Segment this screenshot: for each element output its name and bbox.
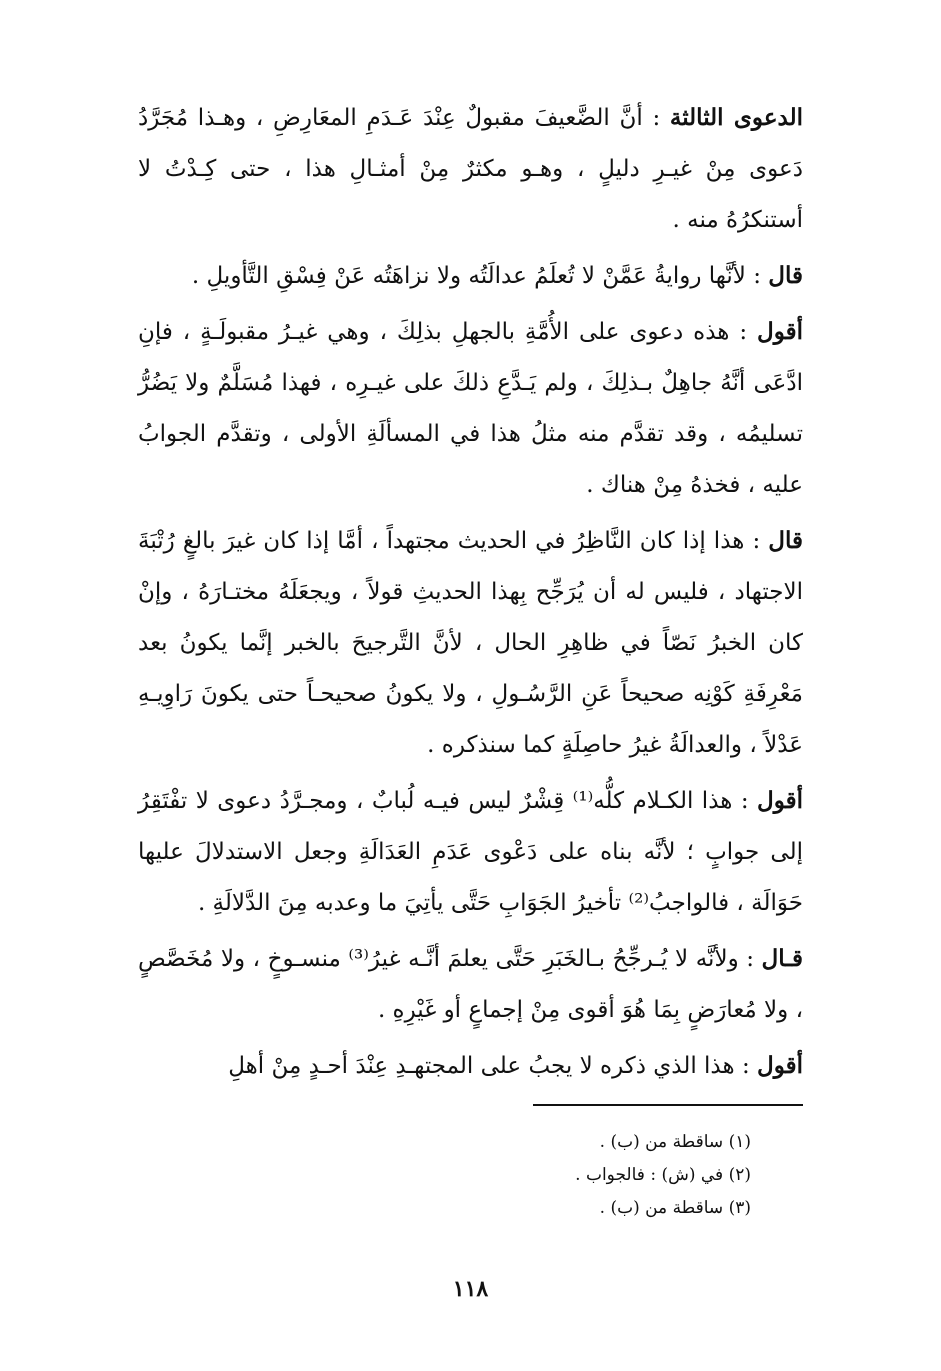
paragraph-lead: أقول [757, 1052, 803, 1079]
paragraph-lead: قال [768, 527, 803, 554]
paragraph-text: : أنَّ الضَّعيفَ مقبولٌ عِنْدَ عَـدَمِ المعَارِضِ ، وهـذا مُجَرَّدُ دَعوى مِنْ غيـرِ دليلٍ ، وهـو مكثرٌ مِنْ أمثـالِ هذا ، حتى كِـدْتُ لا أستنكرُهُ منه . [138, 105, 803, 233]
paragraph-5 [138, 775, 803, 929]
page-number: ١١٨ [452, 1276, 489, 1302]
paragraph-text: : هذا الذي ذكره لا يجبُ على المجتهـدِ عِنْدَ أحـدٍ مِنْ أهلِ [228, 1053, 758, 1079]
paragraph-4 [138, 515, 803, 771]
paragraph-6 [138, 933, 803, 1036]
paragraph-text: : هذا إذا كان النَّاظِرُ في الحديث مجتهداً ، أمَّا إذا كان غيرَ بالغٍ رُتْبَةَ الاجتهاد ، فليس له أن يُرَجِّح بِهذا الحديثِ قولاً ، ويجعَلَهُ مختـارَهُ ، وإنْ كان الخبرُ نَصّاً في ظاهِرِ الحال ، لأنَّ التَّرجيحَ بالخبر إنَّما يكونُ بعد مَعْرِفَةِ كَوْنِه صحيحاً عَنِ الرَّسُـولِ ، ولا يكونُ صحيحـاً حتى يكونَ رَاوِيـهِ عَدْلاً ، والعدالَةُ غيرُ حاصِلَةٍ كما سنذكره . [138, 528, 803, 758]
main-text [138, 92, 803, 1096]
paragraph-lead: أقول [757, 787, 804, 814]
paragraph-2 [138, 250, 803, 302]
paragraph-lead: قال [768, 262, 803, 289]
paragraph-text: : لأنَّها روايةُ عَمَّنْ لا تُعلَمُ عدالَتُه ولا نزاهَتُه عَنْ فِسْقِ التَّأويلِ . [191, 263, 769, 289]
paragraph-text: : هذا الكـلام كلُّه⁽¹⁾ قِشْرٌ ليس فيـه لُبابٌ ، ومجـرَّدُ دعوى لا تفْتَقِرُ إلى جوابٍ ؛ لأنَّه بناه على دَعْوى عَدَمِ العَدَالَةِ وجعل الاستدلالَ عليها حَوَالَة ، فالواجبُ⁽²⁾ تأخيرُ الجَوَابِ حَتَّى يأتِيَ ما وعدبه مِنَ الدَّلالَةِ . [138, 788, 803, 916]
paragraph-text: : ولأنَّه لا يُـرجِّحُ بـالخَبَرِ حَتَّى يعلمَ أنَّـه غيرُ⁽³⁾ منسـوخٍ ، ولا مُخَصَّصٍ ، ولا مُعارَضٍ بِمَا هُوَ أقوى مِنْ إجماعٍ أو غَيْرِهِ . [138, 946, 803, 1023]
paragraph-text: : هذه دعوى على الأُمَّةِ بالجهلِ بذلِكَ ، وهي غيـرُ مقبولَـةٍ ، فإنِ ادَّعَى أنَّهُ جاهِلٌ بـذلِكَ ، ولم يَـدَّعِ ذلكَ على غيـرِه ، فهذا مُسَلَّمٌ ولا يَضُرُّ تسليمُه ، وقد تقدَّم منه مثلُ هذا في المسألَةِ الأولى ، وتقدَّم الجوابُ عليه ، فخذهُ مِنْ هناك . [138, 319, 803, 498]
footnotes [431, 1126, 751, 1225]
paragraph-1 [138, 92, 803, 246]
footnote-1: (١) ساقطة من (ب) . [599, 1132, 751, 1152]
paragraph-3 [138, 306, 803, 511]
footnote-2: (٢) في (ش) : فالجواب . [575, 1165, 751, 1185]
footnote-divider [533, 1104, 803, 1106]
paragraph-lead: قـال [761, 945, 803, 972]
footnote-3: (٣) ساقطة من (ب) . [599, 1198, 751, 1218]
paragraph-7 [138, 1040, 803, 1092]
paragraph-lead: أقول [757, 318, 803, 345]
paragraph-lead: الدعوى الثالثة [669, 104, 804, 131]
